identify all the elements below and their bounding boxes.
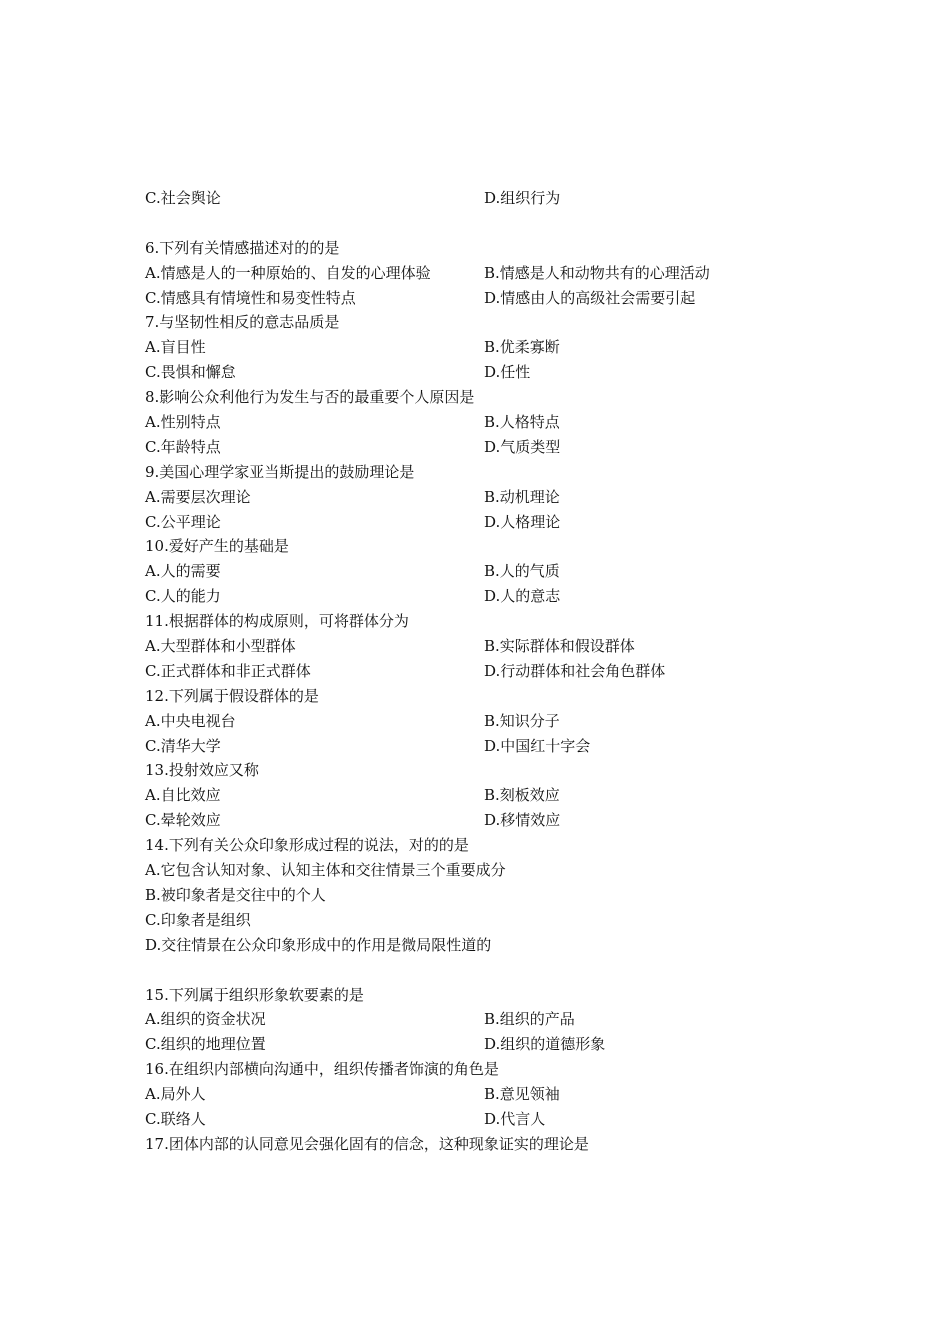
option-row	[145, 1107, 845, 1132]
option-left: C.年龄特点	[145, 437, 221, 456]
option-right: D.移情效应	[484, 811, 561, 830]
question-text-line: 10.爱好产生的基础是	[145, 537, 289, 556]
question-text-line: 6.下列有关情感描述对的的是	[145, 238, 340, 257]
question-text-line: 11.根据群体的构成原则，可将群体分为	[145, 612, 409, 631]
option-left: C.人的能力	[145, 587, 221, 606]
option-left: A.大型群体和小型群体	[145, 637, 296, 656]
option-row	[145, 435, 845, 460]
option-left: A.自比效应	[145, 786, 221, 805]
blank-line	[145, 211, 845, 236]
question-text-line: 9.美国心理学家亚当斯提出的鼓励理论是	[145, 462, 415, 481]
option-row	[145, 1007, 845, 1032]
option-right: D.任性	[484, 363, 531, 382]
option-right: D.人的意志	[484, 587, 561, 606]
question-text-line: 17.团体内部的认同意见会强化固有的信念，这种现象证实的理论是	[145, 1134, 589, 1153]
option-left: A.组织的资金状况	[145, 1010, 266, 1029]
option-left: C.社会舆论	[145, 189, 221, 207]
question-text-line: A.它包含认知对象、认知主体和交往情景三个重要成分	[145, 861, 506, 880]
option-left: C.公平理论	[145, 512, 221, 531]
option-left: C.畏惧和懈怠	[145, 363, 236, 382]
option-left: A.情感是人的一种原始的、自发的心理体验	[145, 263, 431, 282]
option-left: C.情感具有情境性和易变性特点	[145, 288, 356, 307]
option-left: C.正式群体和非正式群体	[145, 661, 311, 680]
option-left: C.组织的地理位置	[145, 1035, 266, 1054]
option-right: D.中国红十字会	[484, 736, 591, 755]
option-left: C.晕轮效应	[145, 811, 221, 830]
option-row	[145, 634, 845, 659]
option-row	[145, 186, 845, 211]
question-text-line: 15.下列属于组织形象软要素的是	[145, 985, 364, 1004]
option-right: B.知识分子	[484, 711, 560, 730]
question-text-line: 7.与坚韧性相反的意志品质是	[145, 313, 340, 332]
option-right: D.气质类型	[484, 437, 561, 456]
option-right: B.实际群体和假设群体	[484, 637, 635, 656]
option-right: B.刻板效应	[484, 786, 560, 805]
option-row	[145, 1032, 845, 1057]
option-left: A.性别特点	[145, 413, 221, 432]
question-list	[145, 186, 845, 1157]
option-left: A.中央电视台	[145, 711, 236, 730]
question-text-line: 14.下列有关公众印象形成过程的说法，对的的是	[145, 836, 469, 855]
option-row	[145, 286, 845, 311]
option-row	[145, 485, 845, 510]
option-row	[145, 659, 845, 684]
option-right: D.人格理论	[484, 512, 561, 531]
option-left: A.需要层次理论	[145, 487, 251, 506]
option-right: D.代言人	[484, 1109, 546, 1128]
question-text-line: 13.投射效应又称	[145, 761, 259, 780]
option-left: A.盲目性	[145, 338, 206, 357]
option-right: B.情感是人和动物共有的心理活动	[484, 263, 710, 282]
option-row	[145, 709, 845, 734]
option-row	[145, 808, 845, 833]
option-right: D.情感由人的高级社会需要引起	[484, 288, 696, 307]
question-text-line: B.被印象者是交往中的个人	[145, 885, 326, 904]
question-text-line: C.印象者是组织	[145, 910, 251, 929]
option-left: A.人的需要	[145, 562, 221, 581]
option-left: C.联络人	[145, 1109, 206, 1128]
question-text-line: 16.在组织内部横向沟通中，组织传播者饰演的角色是	[145, 1060, 499, 1079]
option-right: D.行动群体和社会角色群体	[484, 661, 666, 680]
option-row	[145, 783, 845, 808]
question-text-line: 12.下列属于假设群体的是	[145, 686, 319, 705]
option-right: B.意见领袖	[484, 1085, 560, 1104]
option-right: B.组织的产品	[484, 1010, 575, 1029]
option-row	[145, 510, 845, 535]
option-right: B.动机理论	[484, 487, 560, 506]
option-row	[145, 261, 845, 286]
option-row	[145, 584, 845, 609]
option-row	[145, 559, 845, 584]
question-text-line: D.交往情景在公众印象形成中的作用是微局限性道的	[145, 935, 492, 954]
option-right: B.优柔寡断	[484, 338, 560, 357]
option-row	[145, 360, 845, 385]
option-left: C.清华大学	[145, 736, 221, 755]
option-row	[145, 1082, 845, 1107]
option-left: A.局外人	[145, 1085, 206, 1104]
option-right: D.组织行为	[484, 189, 561, 207]
option-right: D.组织的道德形象	[484, 1035, 606, 1054]
option-row	[145, 335, 845, 360]
option-row	[145, 410, 845, 435]
blank-line	[145, 958, 845, 983]
option-right: B.人格特点	[484, 413, 560, 432]
option-row	[145, 734, 845, 759]
question-text-line: 8.影响公众利他行为发生与否的最重要个人原因是	[145, 388, 475, 407]
option-right: B.人的气质	[484, 562, 560, 581]
